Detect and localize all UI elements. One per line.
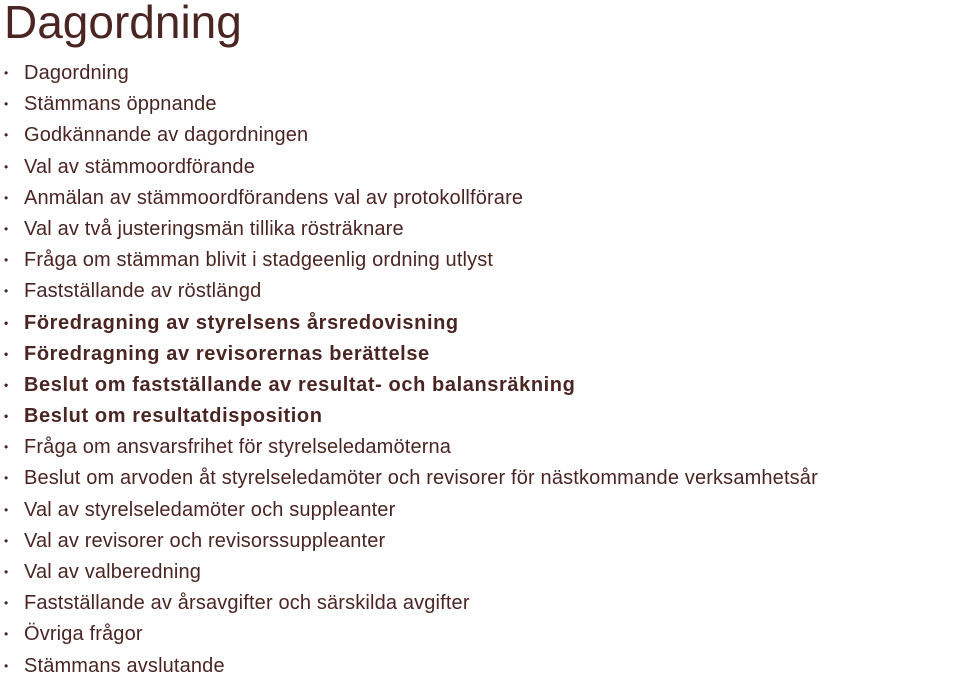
- bullet-icon: •: [4, 627, 9, 642]
- agenda-item: [0, 152, 818, 183]
- agenda-item: [0, 276, 818, 307]
- bullet-icon: •: [4, 97, 9, 112]
- agenda-item-text: Val av stämmoordförande: [24, 155, 255, 178]
- agenda-item-text: Beslut om fastställande av resultat- och balansräkning: [24, 373, 576, 396]
- agenda-item-text: Anmälan av stämmoordförandens val av protokollförare: [24, 186, 524, 209]
- bullet-icon: •: [4, 440, 9, 455]
- bullet-icon: •: [4, 315, 9, 330]
- agenda-item-text: Fastställande av röstlängd: [24, 280, 262, 303]
- agenda-item-text: Val av två justeringsmän tillika rösträknare: [24, 217, 404, 240]
- agenda-list: [0, 58, 818, 678]
- agenda-item: [0, 526, 818, 557]
- agenda-item: [0, 58, 818, 89]
- bullet-icon: •: [4, 190, 9, 205]
- agenda-item: [0, 401, 818, 432]
- agenda-item: [0, 432, 818, 463]
- agenda-item: [0, 89, 818, 120]
- agenda-item: [0, 120, 818, 151]
- bullet-icon: •: [4, 409, 9, 424]
- agenda-item-text: Beslut om arvoden åt styrelseledamöter och revisorer för nästkommande verksamhetsår: [24, 467, 818, 490]
- agenda-item: [0, 214, 818, 245]
- agenda-item-text: Föredragning av styrelsens årsredovisning: [24, 311, 459, 334]
- agenda-item-text: Val av valberedning: [24, 561, 202, 583]
- bullet-icon: •: [4, 658, 9, 673]
- bullet-icon: •: [4, 471, 9, 486]
- agenda-item-text: Stämmans öppnande: [24, 93, 217, 116]
- agenda-item: [0, 619, 818, 650]
- agenda-item: [0, 495, 818, 526]
- agenda-item: [0, 245, 818, 276]
- bullet-icon: •: [4, 502, 9, 517]
- agenda-item-text: Godkännande av dagordningen: [24, 124, 309, 147]
- agenda-item-text: Stämmans avslutande: [24, 654, 225, 677]
- bullet-icon: •: [4, 284, 9, 299]
- agenda-item: [0, 651, 818, 678]
- agenda-item: [0, 308, 818, 339]
- agenda-item-text: Dagordning: [24, 62, 129, 84]
- bullet-icon: •: [4, 66, 9, 80]
- bullet-icon: •: [4, 221, 9, 236]
- bullet-icon: •: [4, 128, 9, 143]
- agenda-item: [0, 370, 818, 401]
- agenda-item-text: Fråga om stämman blivit i stadgeenlig ordning utlyst: [24, 249, 494, 272]
- agenda-item-text: Övriga frågor: [24, 623, 143, 646]
- agenda-item: [0, 463, 818, 494]
- agenda-item-text: Beslut om resultatdisposition: [24, 405, 323, 428]
- agenda-item: [0, 557, 818, 588]
- agenda-item: [0, 339, 818, 370]
- agenda-item: [0, 588, 818, 619]
- bullet-icon: •: [4, 159, 9, 174]
- bullet-icon: •: [4, 253, 9, 268]
- bullet-icon: •: [4, 346, 9, 361]
- agenda-item-text: Val av revisorer och revisorssuppleanter: [24, 529, 386, 552]
- bullet-icon: •: [4, 565, 9, 579]
- page-title: Dagordning: [4, 0, 242, 48]
- agenda-item-text: Val av styrelseledamöter och suppleanter: [24, 498, 396, 521]
- bullet-icon: •: [4, 377, 9, 392]
- agenda-item: [0, 183, 818, 214]
- bullet-icon: •: [4, 533, 9, 548]
- bullet-icon: •: [4, 596, 9, 611]
- agenda-item-text: Föredragning av revisorernas berättelse: [24, 342, 430, 365]
- agenda-item-text: Fastställande av årsavgifter och särskilda avgifter: [24, 592, 470, 615]
- agenda-item-text: Fråga om ansvarsfrihet för styrelseledamöterna: [24, 436, 452, 459]
